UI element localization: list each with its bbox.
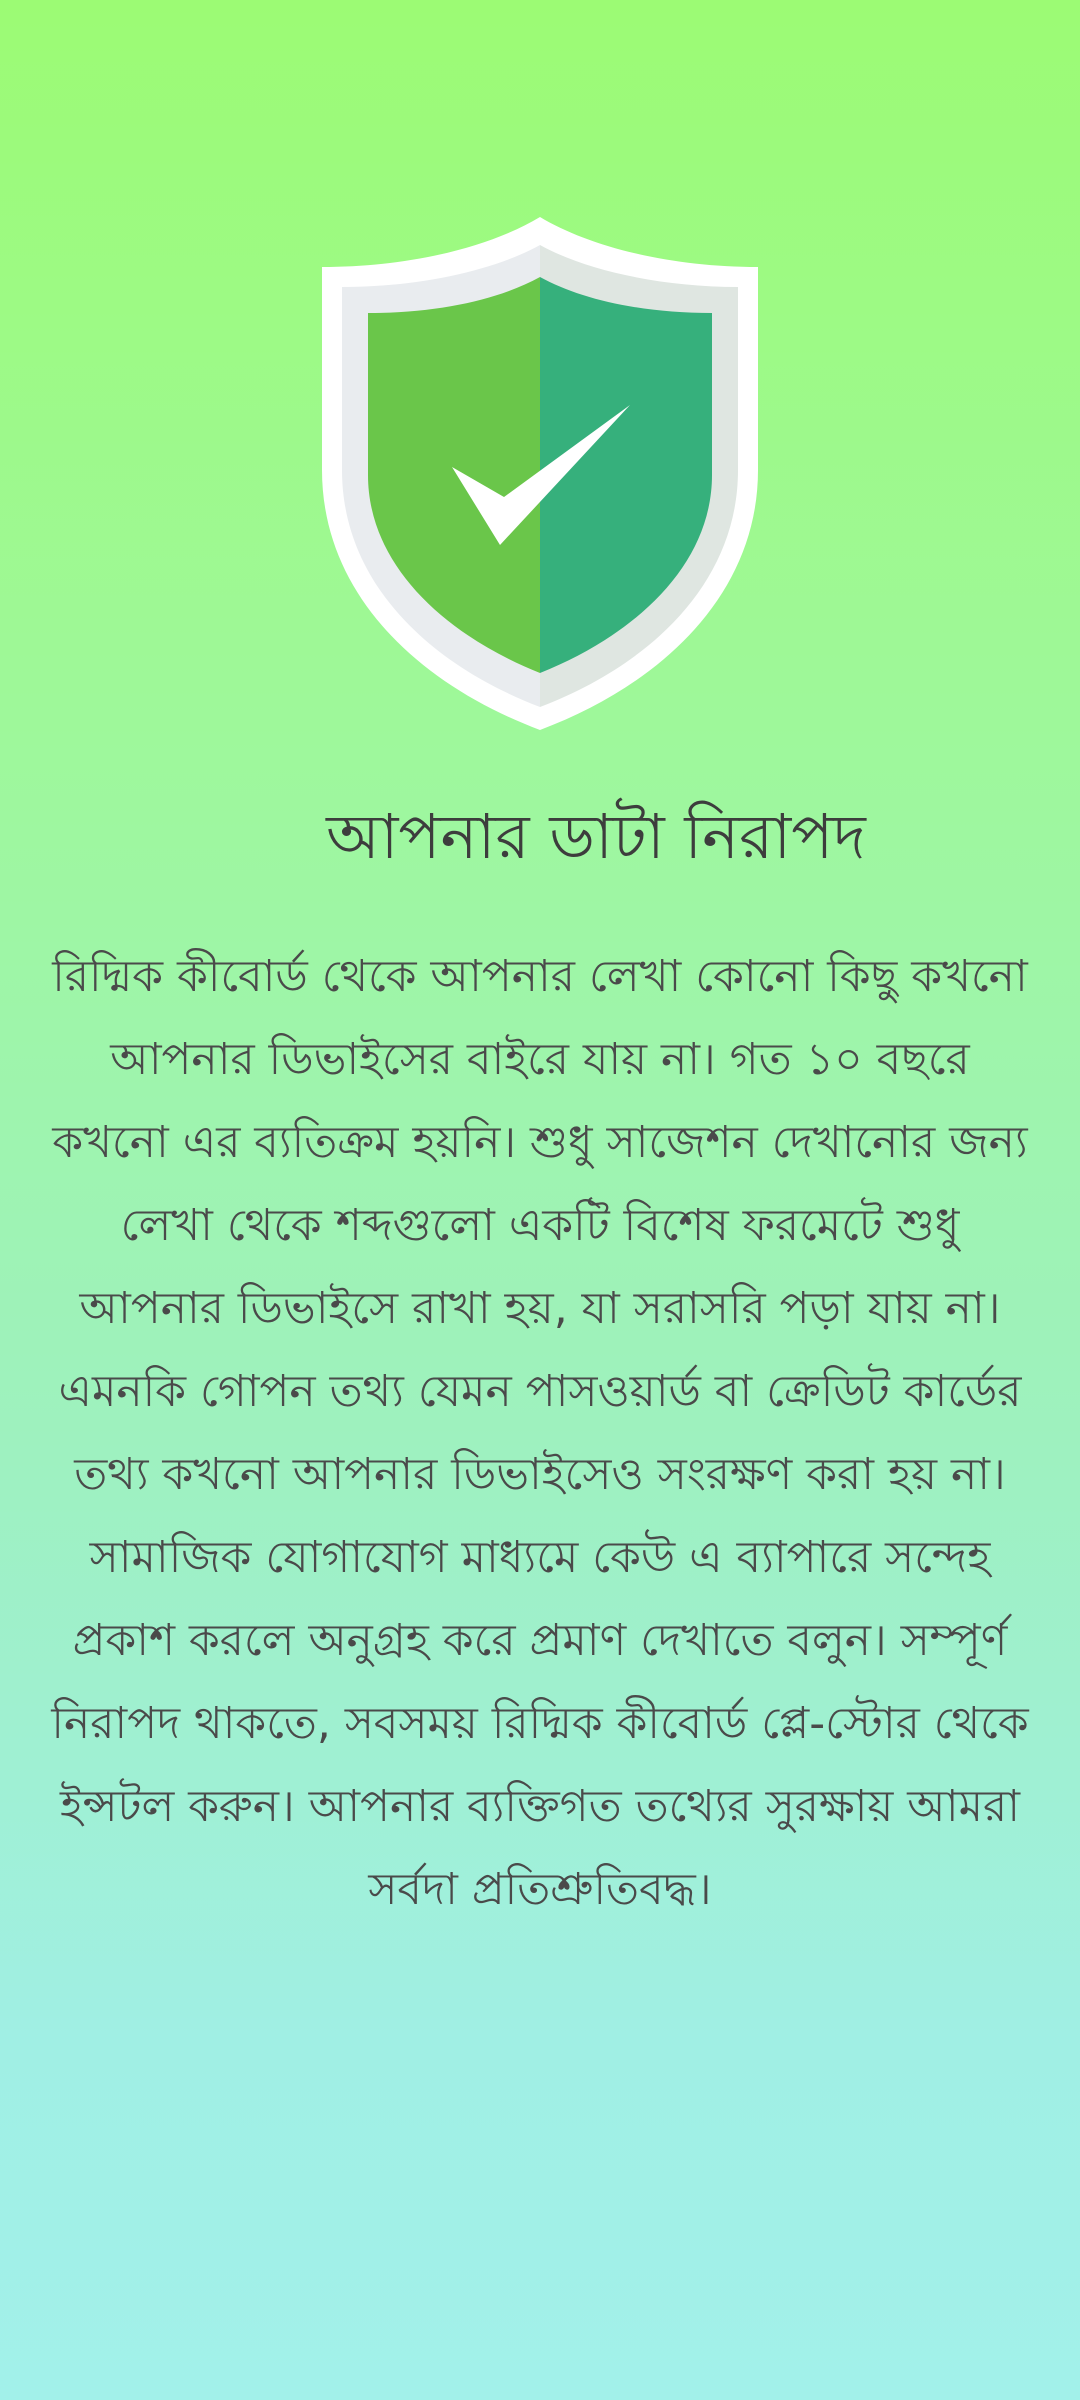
shield-check-icon [320,215,760,735]
page-title: আপনার ডাটা নিরাপদ [326,800,866,873]
privacy-description: রিদ্মিক কীবোর্ড থেকে আপনার লেখা কোনো কিছু কখনো আপনার ডিভাইসের বাইরে যায় না। গত ১০ বছরে কখনো এর ব্যতিক্রম হয়নি। শুধু সাজেশন দেখানোর জন্য লেখা থেকে শব্দগুলো একটি বিশেষ ফরমেটে শুধু আপনার ডিভাইসে রাখা হয়, যা সরাসরি পড়া যায় না। এমনকি গোপন তথ্য যেমন পাসওয়ার্ড বা ক্রেডিট কার্ডের তথ্য কখনো আপনার ডিভাইসেও সংরক্ষণ করা হয় না। সামাজিক যোগাযোগ মাধ্যমে কেউ এ ব্যাপারে সন্দেহ প্রকাশ করলে অনুগ্রহ করে প্রমাণ দেখাতে বলুন। সম্পূর্ণ নিরাপদ থাকতে, সবসময় রিদ্মিক কীবোর্ড প্লে-স্টোর থেকে ইন্সটল করুন। আপনার ব্যক্তিগত তথ্যের সুরক্ষায় আমরা সর্বদা প্রতিশ্রুতিবদ্ধ। [51,951,1029,1915]
